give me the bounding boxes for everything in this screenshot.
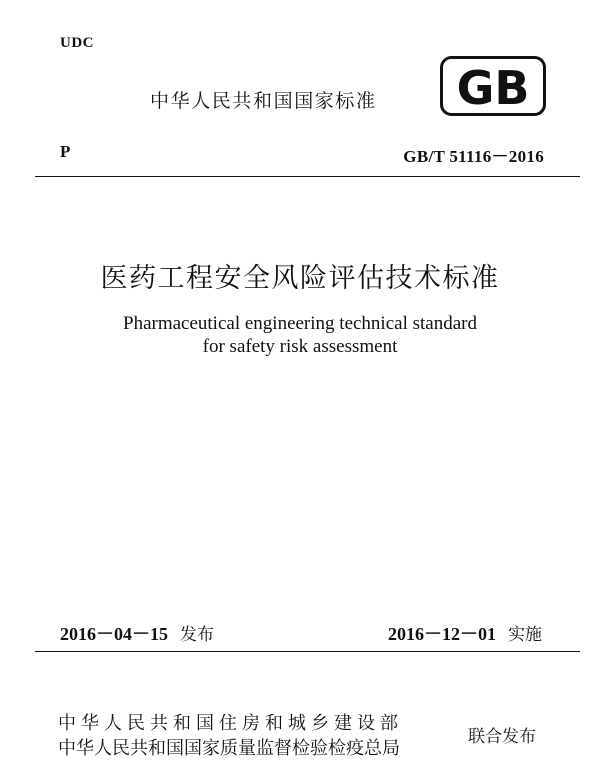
top-divider	[35, 176, 580, 177]
issue-date: 2016－04－15	[60, 624, 168, 644]
bottom-divider	[35, 651, 580, 652]
classification-code: P	[60, 142, 71, 161]
title-english-line2: for safety risk assessment	[202, 336, 398, 357]
gb-logo	[440, 56, 546, 116]
issuer-ministry-housing: 中华人民共和国住房和城乡建设部	[58, 713, 403, 734]
title-english	[0, 312, 600, 358]
title-english-line1: Pharmaceutical engineering technical standard	[123, 313, 477, 334]
national-standard-label: 中华人民共和国国家标准	[150, 90, 377, 112]
issue-label: 发布	[180, 625, 214, 645]
implementation-label: 实施	[508, 625, 542, 645]
issuer-aqsiq: 中华人民共和国国家质量监督检验检疫总局	[58, 738, 400, 759]
title-chinese: 医药工程安全风险评估技术标准	[100, 263, 500, 294]
gb-logo-text: GB	[456, 61, 530, 115]
implementation-date-row	[388, 620, 542, 646]
udc-label: UDC	[60, 35, 94, 51]
issue-date-row	[60, 620, 214, 646]
joint-release-label: 联合发布	[468, 727, 536, 747]
standard-number: GB/T 51116－2016	[403, 147, 544, 166]
implementation-date: 2016－12－01	[388, 624, 496, 644]
